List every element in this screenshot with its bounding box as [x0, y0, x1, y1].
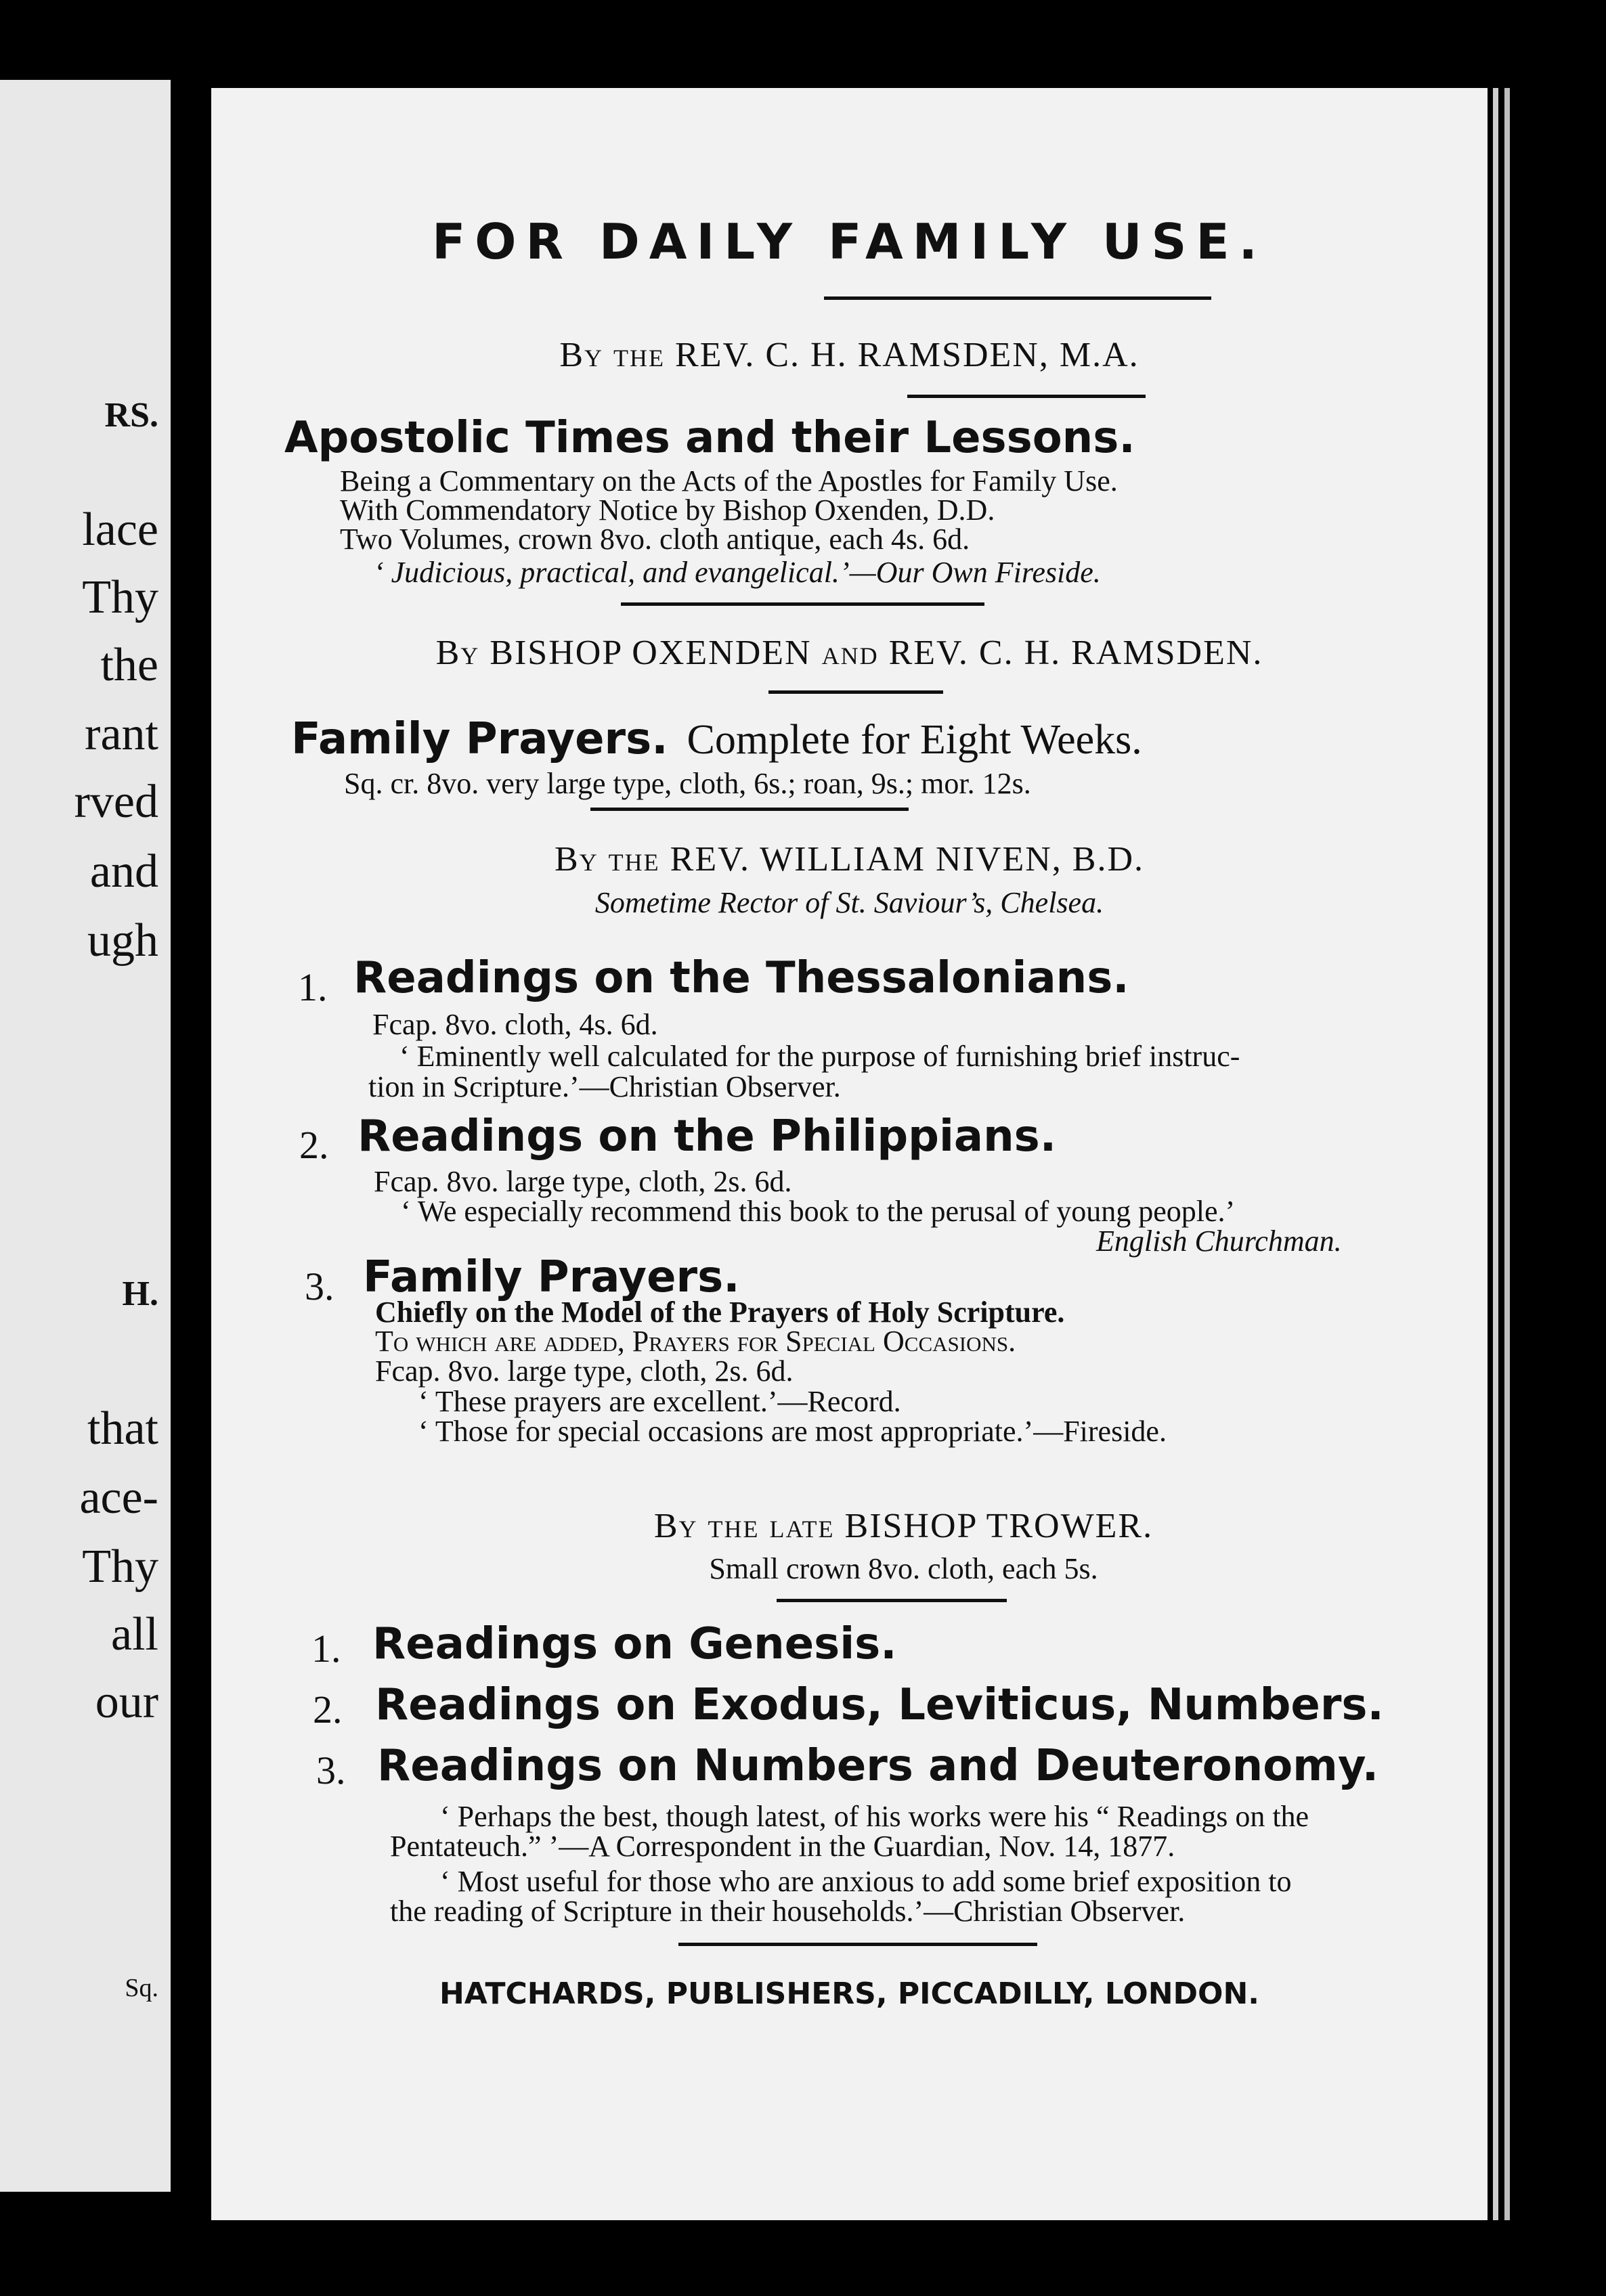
divider [768, 690, 943, 694]
left-fragment: ugh [87, 914, 158, 967]
divider [777, 1599, 1007, 1602]
book-title: Readings on Numbers and Deuteronomy. [377, 1741, 1379, 1791]
divider [907, 395, 1146, 398]
item-number: 3. [305, 1264, 334, 1308]
divider [621, 602, 984, 606]
book-detail: To which are added, Prayers for Special Occasions. [375, 1325, 1016, 1358]
book-detail: Fcap. 8vo. cloth, 4s. 6d. [372, 1008, 658, 1041]
review-quote: ‘ Judicious, practical, and evangelical.’—Our Own Fireside. [374, 556, 1101, 589]
page-edge [1504, 88, 1510, 2220]
review-quote: ‘ We especially recommend this book to the perusal of young people.’ [401, 1195, 1236, 1228]
review-quote: ‘ Most useful for those who are anxious to add some brief exposition to [440, 1865, 1292, 1898]
item-number: 3. [316, 1748, 346, 1792]
review-quote: ‘ Eminently well calculated for the purpose of furnishing brief instruc- [399, 1040, 1240, 1073]
review-quote: ‘ These prayers are excellent.’—Record. [418, 1385, 901, 1418]
left-fragment: rved [74, 776, 158, 828]
left-page-fragment [0, 80, 171, 2192]
book-detail: Being a Commentary on the Acts of the Apostles for Family Use. [340, 464, 1118, 498]
author-subtitle: Sometime Rector of St. Saviour’s, Chelsea. [594, 886, 1104, 919]
left-fragment: the [100, 639, 158, 691]
book-title: Family Prayers. [363, 1252, 740, 1302]
divider [678, 1943, 1037, 1946]
book-detail: Fcap. 8vo. large type, cloth, 2s. 6d. [375, 1354, 794, 1388]
left-fragment: Thy [82, 1541, 158, 1593]
left-fragment: lace [82, 504, 158, 556]
book-detail: Two Volumes, crown 8vo. cloth antique, each 4s. 6d. [340, 523, 970, 556]
book-subtitle: Complete for Eight Weeks. [687, 717, 1142, 763]
author-heading: By the REV. WILLIAM NIVEN, B.D. [554, 840, 1145, 879]
item-number: 2. [299, 1123, 329, 1167]
publisher-imprint: HATCHARDS, PUBLISHERS, PICCADILLY, LONDON. [439, 1977, 1259, 2011]
divider [590, 808, 909, 811]
left-fragment: and [89, 845, 158, 898]
book-detail: Chiefly on the Model of the Prayers of Holy Scripture. [375, 1296, 1065, 1329]
book-title-line [291, 714, 1142, 764]
author-heading: By BISHOP OXENDEN and REV. C. H. RAMSDEN. [435, 634, 1263, 672]
book-title: Readings on the Philippians. [357, 1111, 1057, 1162]
author-heading: By the REV. C. H. RAMSDEN, M.A. [559, 336, 1140, 374]
left-fragment: ace- [79, 1472, 158, 1524]
advertisement-page [211, 88, 1488, 2220]
book-detail: With Commendatory Notice by Bishop Oxenden, D.D. [340, 493, 995, 527]
left-fragment: rant [85, 708, 158, 760]
book-detail: Sq. cr. 8vo. very large type, cloth, 6s.; roan, 9s.; mor. 12s. [344, 767, 1031, 800]
page-edge [1493, 88, 1498, 2220]
page-title: FOR DAILY FAMILY USE. [432, 213, 1267, 270]
left-fragment: Sq. [125, 1974, 158, 2002]
left-fragment: H. [122, 1275, 158, 1313]
left-fragment: RS. [104, 396, 158, 435]
left-fragment: Thy [82, 571, 158, 623]
book-title: Readings on Exodus, Leviticus, Numbers. [375, 1680, 1384, 1730]
book-detail: Fcap. 8vo. large type, cloth, 2s. 6d. [374, 1165, 792, 1198]
left-fragment: all [111, 1608, 158, 1660]
book-title: Readings on Genesis. [372, 1619, 897, 1669]
review-quote: the reading of Scripture in their households.’—Christian Observer. [390, 1895, 1186, 1928]
item-number: 1. [298, 965, 328, 1009]
review-quote: ‘ Those for special occasions are most appropriate.’—Fireside. [418, 1415, 1167, 1448]
author-subtitle: Small crown 8vo. cloth, each 5s. [709, 1552, 1098, 1585]
divider [824, 296, 1211, 300]
book-title: Family Prayers. [291, 714, 668, 764]
author-heading: By the late BISHOP TROWER. [653, 1507, 1154, 1545]
review-quote: tion in Scripture.’—Christian Observer. [368, 1070, 841, 1103]
review-source: English Churchman. [1096, 1224, 1342, 1258]
item-number: 2. [313, 1687, 343, 1731]
book-title: Apostolic Times and their Lessons. [284, 413, 1135, 463]
book-title: Readings on the Thessalonians. [353, 953, 1129, 1003]
review-quote: Pentateuch.” ’—A Correspondent in the Guardian, Nov. 14, 1877. [390, 1830, 1175, 1863]
review-quote: ‘ Perhaps the best, though latest, of his works were his “ Readings on the [440, 1800, 1309, 1833]
item-number: 1. [311, 1627, 341, 1671]
left-fragment: our [95, 1676, 158, 1728]
left-fragment: that [87, 1403, 158, 1455]
